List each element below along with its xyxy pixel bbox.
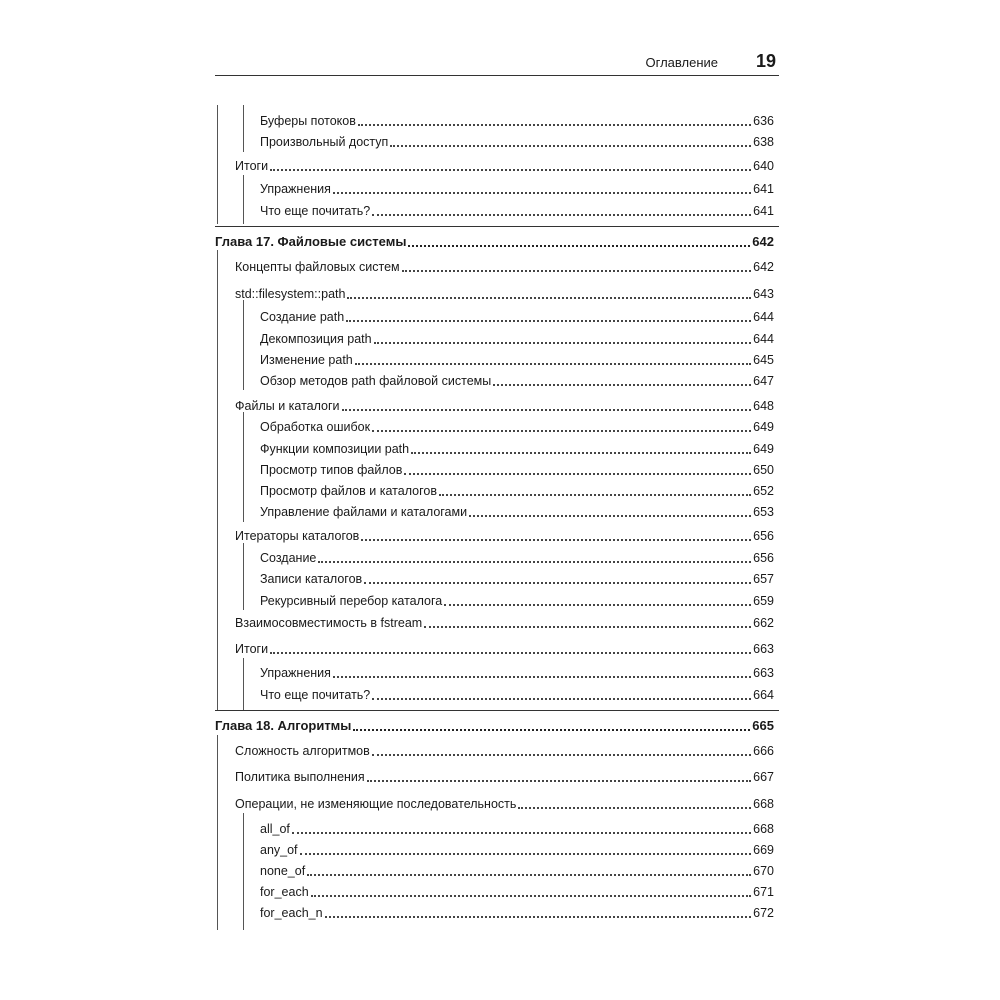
section-rule-vertical (243, 543, 244, 610)
toc-entry (235, 397, 774, 415)
toc-entry-title: for_each_n (260, 906, 323, 920)
toc-entry-page: 642 (753, 260, 774, 274)
toc-entry-page: 647 (753, 374, 774, 388)
dot-leader (333, 675, 751, 678)
toc-entry-page: 649 (753, 442, 774, 456)
toc-entry (235, 614, 774, 632)
toc-entry-title: Глава 18. Алгоритмы (215, 718, 352, 733)
toc-entry (260, 820, 774, 838)
toc-entry-page: 672 (753, 906, 774, 920)
dot-leader (358, 123, 751, 126)
toc-entry-page: 671 (753, 885, 774, 899)
toc-entry-title: Управление файлами и каталогами (260, 505, 468, 519)
toc-entry-page: 663 (753, 666, 774, 680)
toc-entry-title: Рекурсивный перебор каталога (260, 594, 443, 608)
toc-entry-page: 636 (753, 114, 774, 128)
toc-entry-title: Произвольный доступ (260, 135, 389, 149)
toc-entry-title: Взаимосовместимость в fstream (235, 616, 423, 630)
toc-entry-title: Создание path (260, 310, 345, 324)
toc-entry (260, 133, 774, 151)
toc-entry-page: 645 (753, 353, 774, 367)
dot-leader (408, 244, 750, 247)
section-rule-vertical (243, 813, 244, 930)
dot-leader (411, 451, 751, 454)
section-rule-vertical (243, 175, 244, 224)
toc-entry-page: 640 (753, 159, 774, 173)
dot-leader (404, 472, 751, 475)
toc-entry (260, 440, 774, 458)
toc-entry (260, 592, 774, 610)
dot-leader (364, 581, 751, 584)
chapter-rule (215, 710, 779, 711)
toc-entry-page: 656 (753, 551, 774, 565)
toc-entry-page: 648 (753, 399, 774, 413)
toc-entry (235, 742, 774, 760)
dot-leader (372, 429, 751, 432)
toc-entry (260, 308, 774, 326)
toc-entry (260, 841, 774, 859)
header-page-number: 19 (755, 51, 776, 71)
toc-entry-title: Декомпозиция path (260, 332, 372, 346)
toc-entry (260, 664, 774, 682)
toc-entry-page: 664 (753, 688, 774, 702)
toc-entry-title: Что еще почитать? (260, 688, 371, 702)
toc-entry-page: 666 (753, 744, 774, 758)
toc-entry-page: 641 (753, 204, 774, 218)
toc-entry-title: Обзор методов path файловой системы (260, 374, 492, 388)
toc-entry-title: std::filesystem::path (235, 287, 346, 301)
toc-entry-page: 665 (752, 718, 774, 733)
toc-entry-title: Просмотр типов файлов (260, 463, 403, 477)
toc-entry-page: 652 (753, 484, 774, 498)
section-rule-vertical (243, 105, 244, 152)
toc-entry (260, 112, 774, 130)
toc-entry (235, 258, 774, 276)
dot-leader (318, 560, 751, 563)
toc-entry-page: 657 (753, 572, 774, 586)
toc-entry (260, 351, 774, 369)
toc-entry-title: Политика выполнения (235, 770, 365, 784)
toc-entry (235, 795, 774, 813)
toc-entry (260, 862, 774, 880)
toc-entry-title: Операции, не изменяющие последовательность (235, 797, 517, 811)
dot-leader (424, 625, 751, 628)
toc-entry-page: 668 (753, 822, 774, 836)
toc-entry-page: 641 (753, 182, 774, 196)
toc-entry (260, 883, 774, 901)
toc-entry-title: Концепты файловых систем (235, 260, 400, 274)
toc-entry-page: 650 (753, 463, 774, 477)
toc-entry (260, 180, 774, 198)
dot-leader (390, 144, 751, 147)
toc-entry-page: 667 (753, 770, 774, 784)
dot-leader (353, 728, 750, 731)
toc-entry (260, 549, 774, 567)
section-rule-vertical (243, 300, 244, 390)
toc-entry-title: Глава 17. Файловые системы (215, 234, 407, 249)
toc-entry (260, 570, 774, 588)
dot-leader (342, 408, 752, 411)
toc-entry (235, 157, 774, 175)
toc-entry-page: 670 (753, 864, 774, 878)
toc-entry-page: 668 (753, 797, 774, 811)
toc-entry (235, 527, 774, 545)
toc-entry (260, 330, 774, 348)
dot-leader (372, 753, 751, 756)
toc-entry-page: 643 (753, 287, 774, 301)
section-rule-vertical (217, 250, 218, 710)
toc-entry-page: 653 (753, 505, 774, 519)
dot-leader (493, 383, 751, 386)
dot-leader (300, 852, 752, 855)
toc-entry-page: 649 (753, 420, 774, 434)
toc-entry-page: 644 (753, 310, 774, 324)
toc-entry-title: Итоги (235, 642, 269, 656)
toc-entry-title: Буферы потоков (260, 114, 356, 128)
dot-leader (347, 296, 751, 299)
dot-leader (518, 806, 751, 809)
toc-entry-title: Записи каталогов (260, 572, 363, 586)
toc-entry-title: Функции композиции path (260, 442, 410, 456)
toc-entry (260, 503, 774, 521)
toc-chapter-entry (215, 717, 774, 735)
toc-entry-title: all_of (260, 822, 290, 836)
dot-leader (367, 779, 751, 782)
dot-leader (270, 651, 751, 654)
dot-leader (372, 697, 751, 700)
toc-entry-title: Итераторы каталогов (235, 529, 360, 543)
toc-entry-title: for_each (260, 885, 309, 899)
dot-leader (444, 603, 751, 606)
toc-chapter-entry (215, 233, 774, 251)
toc-entry-title: Упражнения (260, 182, 331, 196)
dot-leader (439, 493, 751, 496)
dot-leader (292, 831, 751, 834)
toc-entry (260, 482, 774, 500)
toc-entry (260, 904, 774, 922)
toc-entry-page: 642 (752, 234, 774, 249)
toc-entry-page: 638 (753, 135, 774, 149)
toc-entry-page: 663 (753, 642, 774, 656)
section-rule-vertical (217, 105, 218, 224)
toc-entry-page: 669 (753, 843, 774, 857)
dot-leader (307, 873, 751, 876)
toc-entry-title: Создание (260, 551, 317, 565)
dot-leader (361, 538, 751, 541)
toc-entry (260, 418, 774, 436)
toc-entry-title: Итоги (235, 159, 269, 173)
toc-entry-page: 644 (753, 332, 774, 346)
section-rule-vertical (243, 412, 244, 522)
section-rule-vertical (217, 735, 218, 930)
chapter-rule (215, 226, 779, 227)
toc-entry (260, 372, 774, 390)
toc-entry-page: 659 (753, 594, 774, 608)
header-section-title: Оглавление (645, 55, 718, 70)
dot-leader (325, 915, 752, 918)
toc-entry (235, 640, 774, 658)
dot-leader (374, 341, 752, 344)
dot-leader (372, 213, 751, 216)
toc-entry (260, 202, 774, 220)
dot-leader (311, 894, 751, 897)
toc-entry-title: Упражнения (260, 666, 331, 680)
toc-entry-title: any_of (260, 843, 298, 857)
toc-entry-title: none_of (260, 864, 306, 878)
toc-entry (260, 686, 774, 704)
toc-entry-page: 662 (753, 616, 774, 630)
dot-leader (333, 191, 751, 194)
dot-leader (402, 269, 752, 272)
dot-leader (469, 514, 751, 517)
toc-entry-title: Обработка ошибок (260, 420, 371, 434)
toc-entry (235, 768, 774, 786)
toc-entry-title: Просмотр файлов и каталогов (260, 484, 437, 498)
toc-entry (235, 285, 774, 303)
dot-leader (355, 362, 751, 365)
toc-entry-title: Сложность алгоритмов (235, 744, 370, 758)
toc-entry-title: Изменение path (260, 353, 353, 367)
toc-entry-title: Файлы и каталоги (235, 399, 340, 413)
section-rule-vertical (243, 658, 244, 710)
dot-leader (346, 319, 751, 322)
toc-entry-title: Что еще почитать? (260, 204, 371, 218)
toc-entry (260, 461, 774, 479)
dot-leader (270, 168, 751, 171)
toc-entry-page: 656 (753, 529, 774, 543)
